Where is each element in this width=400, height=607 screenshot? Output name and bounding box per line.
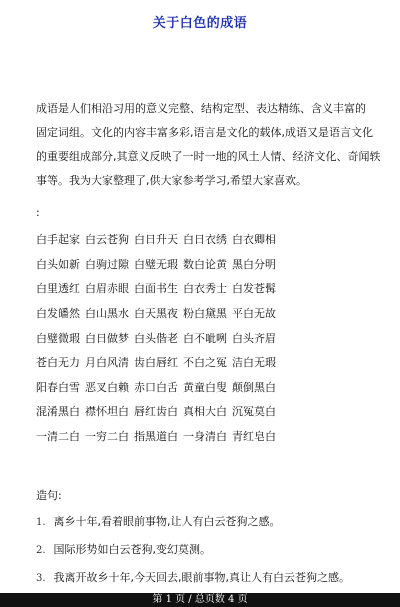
idiom: 苍白无力 — [36, 356, 80, 370]
page-footer: 第 1 页 / 总页数 4 页 — [0, 593, 400, 607]
idiom: 洁白无瑕 — [232, 356, 276, 370]
sentences-heading: 造句: — [36, 489, 62, 502]
sentence-text: 离乡十年,看着眼前事物,让人有白云苍狗之感。 — [53, 515, 281, 528]
example-sentence — [36, 569, 350, 585]
idiom: 真相大白 — [183, 405, 227, 419]
idiom: 平白无故 — [232, 307, 276, 321]
idiom: 齿白唇红 — [134, 356, 178, 370]
idiom: 指黑道白 — [134, 430, 178, 444]
idiom: 恶叉白赖 — [85, 380, 129, 394]
example-sentence — [36, 513, 281, 529]
idiom: 白日做梦 — [85, 331, 129, 345]
idiom: 一清二白 — [36, 430, 80, 444]
idiom: 白云苍狗 — [85, 233, 129, 247]
idiom: 白璧微瑕 — [36, 331, 80, 345]
colon-mark: : — [36, 206, 40, 219]
idiom: 白天黑夜 — [134, 307, 178, 321]
idiom: 白头如新 — [36, 257, 80, 271]
idiom: 白手起家 — [36, 233, 80, 247]
intro-line: 的重要组成部分,其意义反映了一时一地的风土人情、经济文化、奇闻轶 — [36, 150, 381, 163]
idiom: 白发苍髯 — [232, 282, 276, 296]
idiom: 白头偕老 — [134, 331, 178, 345]
idiom: 白眉赤眼 — [85, 282, 129, 296]
idiom: 白日衣绣 — [183, 233, 227, 247]
idiom: 月白风清 — [85, 356, 129, 370]
intro-line: 固定词组。文化的内容丰富多彩,语言是文化的载体,成语又是语言文化 — [36, 126, 373, 139]
idiom: 不白之冤 — [183, 356, 227, 370]
idiom-row — [36, 399, 381, 424]
sentence-number: 3. — [36, 573, 46, 584]
idiom: 黄童白叟 — [183, 380, 227, 394]
idiom: 白头齐眉 — [232, 331, 276, 345]
idiom: 唇红齿白 — [134, 405, 178, 419]
idiom: 白衣秀士 — [183, 282, 227, 296]
intro-line: 事等。我为大家整理了,供大家参考学习,希望大家喜欢。 — [36, 174, 307, 187]
idiom: 白山黑水 — [85, 307, 129, 321]
idiom: 颠倒黑白 — [232, 380, 276, 394]
idiom-row — [36, 325, 381, 350]
idiom: 白衣卿相 — [232, 233, 276, 247]
idiom: 阳春白雪 — [36, 380, 80, 394]
idiom-row — [36, 252, 381, 277]
idiom: 混淆黑白 — [36, 405, 80, 419]
sentence-text: 国际形势如白云苍狗,变幻莫测。 — [53, 543, 211, 556]
idiom: 青红皂白 — [232, 430, 276, 444]
idiom: 黑白分明 — [232, 257, 276, 271]
page-title: 关于白色的成语 — [152, 16, 248, 31]
idiom-row — [36, 350, 381, 375]
sentence-text: 我离开故乡十年,今天回去,眼前事物,真让人有白云苍狗之感。 — [53, 571, 350, 584]
idiom: 白里透红 — [36, 282, 80, 296]
idiom: 白面书生 — [134, 282, 178, 296]
idiom: 一身清白 — [183, 430, 227, 444]
idiom-row — [36, 375, 381, 400]
idiom: 白日升天 — [134, 233, 178, 247]
idiom: 白不呲咧 — [183, 331, 227, 345]
idiom: 一穷二白 — [85, 430, 129, 444]
idiom: 白驹过隙 — [85, 257, 129, 271]
idiom: 数白论黄 — [183, 257, 227, 271]
sentence-number: 1. — [36, 517, 46, 528]
sentence-number: 2. — [36, 545, 46, 556]
idiom: 赤口白舌 — [134, 380, 178, 394]
example-sentence — [36, 541, 211, 557]
idiom-row — [36, 424, 381, 449]
idiom: 粉白黛黑 — [183, 307, 227, 321]
idiom-row — [36, 276, 381, 301]
idiom-row — [36, 301, 381, 326]
intro-paragraph — [36, 97, 381, 193]
idiom: 沉冤莫白 — [232, 405, 276, 419]
intro-line: 成语是人们相沿习用的意义完整、结构定型、表达精练、含义丰富的 — [36, 102, 366, 115]
idiom-row — [36, 227, 381, 252]
idiom-grid — [36, 227, 381, 448]
idiom: 白发皤然 — [36, 307, 80, 321]
idiom: 襟怀坦白 — [85, 405, 129, 419]
idiom: 白璧无瑕 — [134, 257, 178, 271]
